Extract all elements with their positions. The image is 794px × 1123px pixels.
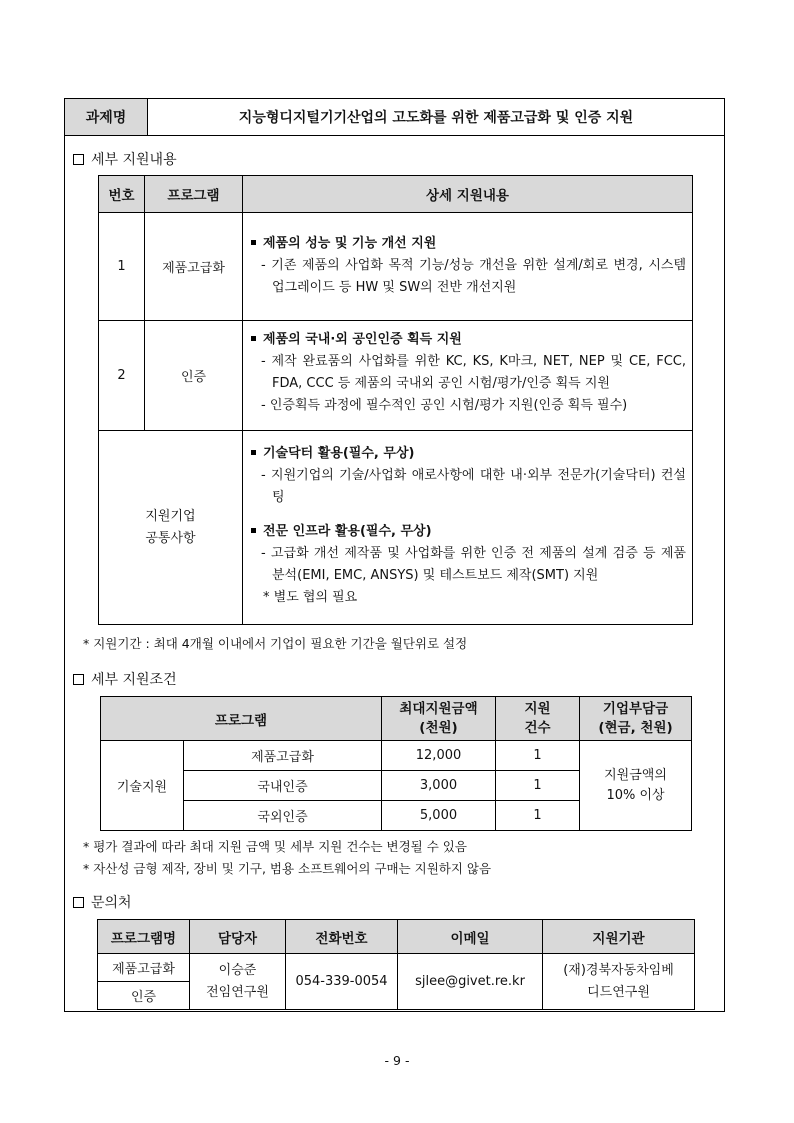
row-detail (243, 213, 693, 321)
detail-heading: 제품의 국내·외 공인인증 획득 지원 (249, 329, 686, 351)
section-heading: 세부 지원조건 (91, 672, 177, 688)
support-content-table (98, 175, 693, 625)
table-row (101, 741, 692, 771)
section-support-conditions (73, 669, 177, 689)
program-cell: 국외인증 (184, 801, 382, 831)
program-name-cell: 제품고급화 (98, 954, 190, 982)
common-program: 지원기업 공통사항 (99, 431, 243, 625)
detail-item: - 제작 완료품의 사업화를 위한 KC, KS, K마크, NET, NEP 및 CE, FCC, FDA, CCC 등 제품의 국내외 공인 시험/평가/인증 획득 지원 (261, 354, 686, 391)
program-name-cell: 인증 (98, 982, 190, 1010)
square-bullet-icon (251, 240, 256, 245)
header-phone: 전화번호 (286, 920, 398, 954)
section-heading: 문의처 (91, 895, 132, 911)
header-count: 지원 건수 (496, 697, 580, 741)
section-heading: 세부 지원내용 (91, 152, 177, 168)
period-note: * 지원기간 : 최대 4개월 이내에서 기업이 필요한 기간을 월단위로 설정 (83, 636, 468, 651)
title-text: 지능형디지털기기산업의 고도화를 위한 제품고급화 및 인증 지원 (238, 110, 634, 126)
count-cell: 1 (496, 771, 580, 801)
table-header-row (98, 920, 695, 954)
header-detail: 상세 지원내용 (243, 176, 693, 213)
support-conditions-table (100, 696, 692, 831)
manager-cell: 이승준 전임연구원 (190, 954, 286, 1010)
table-header-row (101, 697, 692, 741)
detail-heading: 전문 인프라 활용(필수, 무상) (249, 521, 686, 543)
checkbox-square-icon (73, 154, 84, 165)
detail-note: * 별도 협의 필요 (263, 590, 358, 605)
square-bullet-icon (251, 528, 256, 533)
detail-item: - 지원기업의 기술/사업화 애로사항에 대한 내·외부 전문가(기술닥터) 컨설팅 (261, 468, 686, 505)
common-detail (243, 431, 693, 625)
row-number: 2 (99, 321, 145, 431)
header-program: 프로그램 (145, 176, 243, 213)
detail-item: - 고급화 개선 제작품 및 사업화를 위한 인증 전 제품의 설계 검증 등 제품 분석(EMI, EMC, ANSYS) 및 테스트보드 제작(SMT) 지원 (261, 546, 686, 583)
conditions-note: * 평가 결과에 따라 최대 지원 금액 및 세부 지원 건수는 변경될 수 있음 (83, 839, 467, 854)
header-email: 이메일 (398, 920, 543, 954)
header-program: 프로그램 (101, 697, 382, 741)
contact-table (97, 919, 695, 1010)
phone-cell: 054-339-0054 (286, 954, 398, 1010)
section-contact (73, 892, 132, 912)
header-manager: 담당자 (190, 920, 286, 954)
share-cell: 지원금액의 10% 이상 (580, 741, 692, 831)
table-row (99, 213, 693, 321)
checkbox-square-icon (73, 897, 84, 908)
title-label: 과제명 (65, 99, 148, 135)
checkbox-square-icon (73, 674, 84, 685)
amount-cell: 5,000 (382, 801, 496, 831)
table-row (98, 954, 695, 982)
title-row (65, 99, 724, 136)
row-number: 1 (99, 213, 145, 321)
detail-heading: 제품의 성능 및 기능 개선 지원 (249, 233, 686, 255)
email-cell: sjlee@givet.re.kr (398, 954, 543, 1010)
header-organization: 지원기관 (543, 920, 695, 954)
table-header-row (99, 176, 693, 213)
square-bullet-icon (251, 336, 256, 341)
count-cell: 1 (496, 801, 580, 831)
square-bullet-icon (251, 450, 256, 455)
row-detail (243, 321, 693, 431)
row-program: 인증 (145, 321, 243, 431)
header-program-name: 프로그램명 (98, 920, 190, 954)
section-support-content (73, 149, 177, 169)
program-cell: 국내인증 (184, 771, 382, 801)
table-row (99, 321, 693, 431)
conditions-note: * 자산성 금형 제작, 장비 및 기구, 범용 소프트웨어의 구매는 지원하지 않음 (83, 861, 492, 876)
detail-heading: 기술닥터 활용(필수, 무상) (249, 443, 686, 465)
amount-cell: 3,000 (382, 771, 496, 801)
program-cell: 제품고급화 (184, 741, 382, 771)
organization-cell: (재)경북자동차임베 디드연구원 (543, 954, 695, 1010)
detail-item: - 기존 제품의 사업화 목적 기능/성능 개선을 위한 설계/회로 변경, 시스템 업그레이드 등 HW 및 SW의 전반 개선지원 (261, 258, 686, 295)
amount-cell: 12,000 (382, 741, 496, 771)
row-program: 제품고급화 (145, 213, 243, 321)
header-company-share: 기업부담금 (현금, 천원) (580, 697, 692, 741)
table-row (99, 431, 693, 625)
page-number: - 9 - (384, 1053, 410, 1068)
count-cell: 1 (496, 741, 580, 771)
detail-item: - 인증획득 과정에 필수적인 공인 시험/평가 지원(인증 획득 필수) (261, 398, 628, 413)
header-max-amount: 최대지원금액 (천원) (382, 697, 496, 741)
header-number: 번호 (99, 176, 145, 213)
category-cell: 기술지원 (101, 741, 184, 831)
page-frame (64, 98, 725, 1012)
